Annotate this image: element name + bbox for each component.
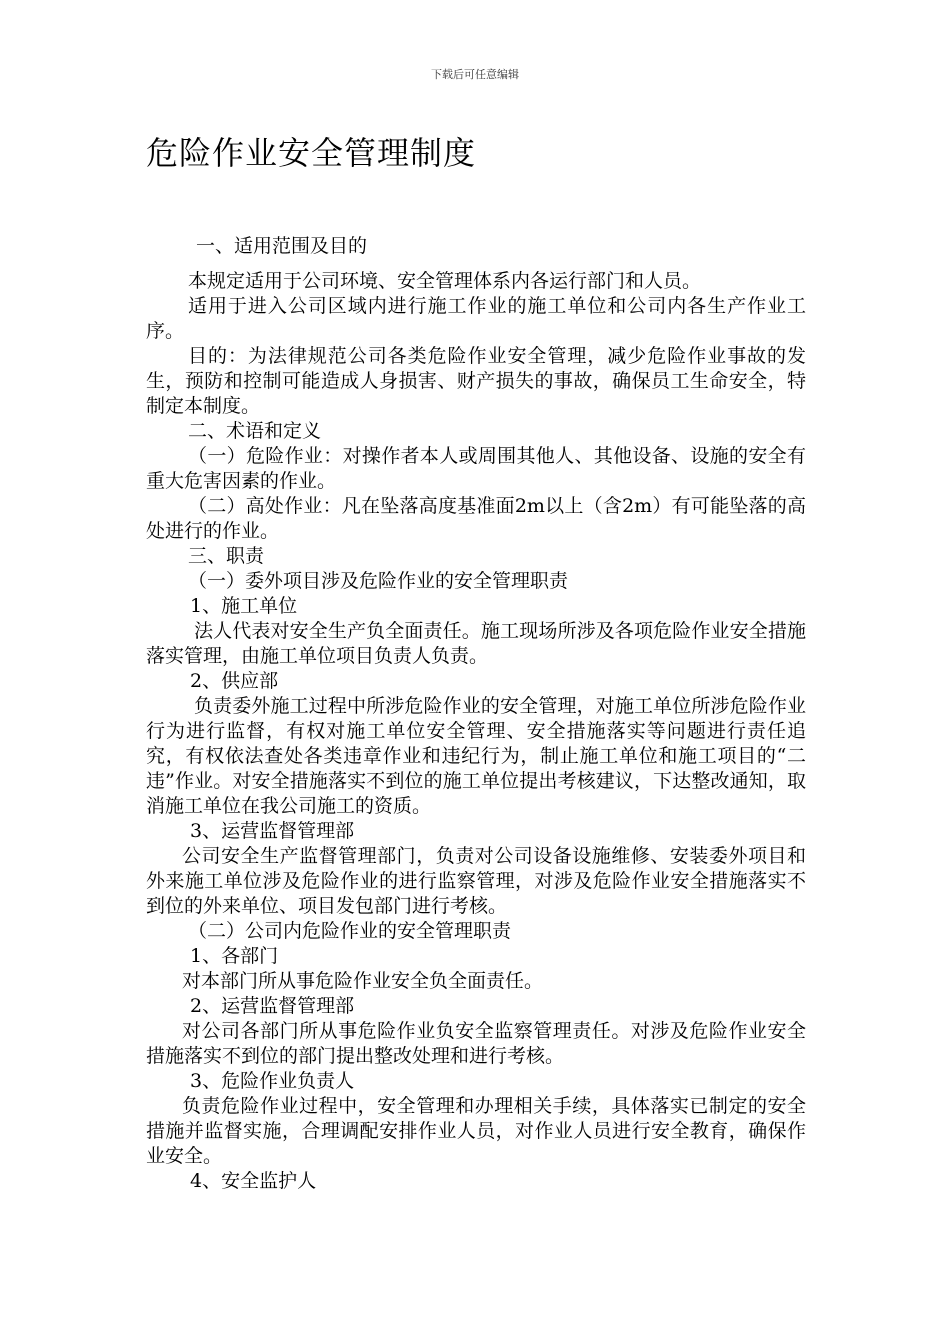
subsection-heading: （一）委外项目涉及危险作业的安全管理职责 xyxy=(188,570,569,592)
paragraph: 负责委外施工过程中所涉危险作业的安全管理，对施工单位所涉危险作业行为进行监督，有权对施工单位安全管理、安全措施落实等问题进行责任追究，有权依法查处各类违章作业和违纪行为，制止施工单位和施工项目的“二违”作业。对安全措施落实不到位的施工单位提出考核建议，下达整改通知，取消施工单位在我公司施工的资质。 xyxy=(146,695,806,817)
paragraph: 公司安全生产监督管理部门，负责对公司设备设施维修、安装委外项目和外来施工单位涉及危险作业的进行监察管理，对涉及危险作业安全措施落实不到位的外来单位、项目发包部门进行考核。 xyxy=(146,845,806,917)
section-heading-duties: 三、职责 xyxy=(188,545,265,567)
paragraph: （一）危险作业：对操作者本人或周围其他人、其他设备、设施的安全有重大危害因素的作业。 xyxy=(146,445,806,492)
section-heading-terms: 二、术语和定义 xyxy=(188,420,322,442)
paragraph: 对公司各部门所从事危险作业负安全监察管理责任。对涉及危险作业安全措施落实不到位的部门提出整改处理和进行考核。 xyxy=(146,1020,806,1067)
document-title: 危险作业安全管理制度 xyxy=(146,134,477,172)
paragraph: 目的：为法律规范公司各类危险作业安全管理，减少危险作业事故的发生，预防和控制可能造成人身损害、财产损失的事故，确保员工生命安全，特制定本制度。 xyxy=(146,345,806,417)
paragraph: 适用于进入公司区域内进行施工作业的施工单位和公司内各生产作业工序。 xyxy=(146,295,806,342)
item-heading: 1、各部门 xyxy=(190,945,279,967)
paragraph: 法人代表对安全生产负全面责任。施工现场所涉及各项危险作业安全措施落实管理，由施工单位项目负责人负责。 xyxy=(146,620,806,667)
item-heading: 1、施工单位 xyxy=(190,595,298,617)
item-heading: 3、运营监督管理部 xyxy=(190,820,355,842)
paragraph: （二）高处作业：凡在坠落高度基准面2m以上（含2m）有可能坠落的高处进行的作业。 xyxy=(146,495,806,542)
header-note: 下载后可任意编辑 xyxy=(431,68,519,81)
paragraph: 负责危险作业过程中，安全管理和办理相关手续，具体落实已制定的安全措施并监督实施，合理调配安排作业人员，对作业人员进行安全教育，确保作业安全。 xyxy=(146,1095,806,1167)
paragraph: 对本部门所从事危险作业安全负全面责任。 xyxy=(182,970,544,992)
document-body xyxy=(146,234,806,1194)
item-heading: 4、安全监护人 xyxy=(190,1170,317,1192)
section-heading-scope: 一、适用范围及目的 xyxy=(196,235,368,257)
subsection-heading: （二）公司内危险作业的安全管理职责 xyxy=(188,920,512,942)
item-heading: 2、运营监督管理部 xyxy=(190,995,355,1017)
item-heading: 3、危险作业负责人 xyxy=(190,1070,355,1092)
item-heading: 2、供应部 xyxy=(190,670,279,692)
paragraph: 本规定适用于公司环境、安全管理体系内各运行部门和人员。 xyxy=(188,270,702,292)
